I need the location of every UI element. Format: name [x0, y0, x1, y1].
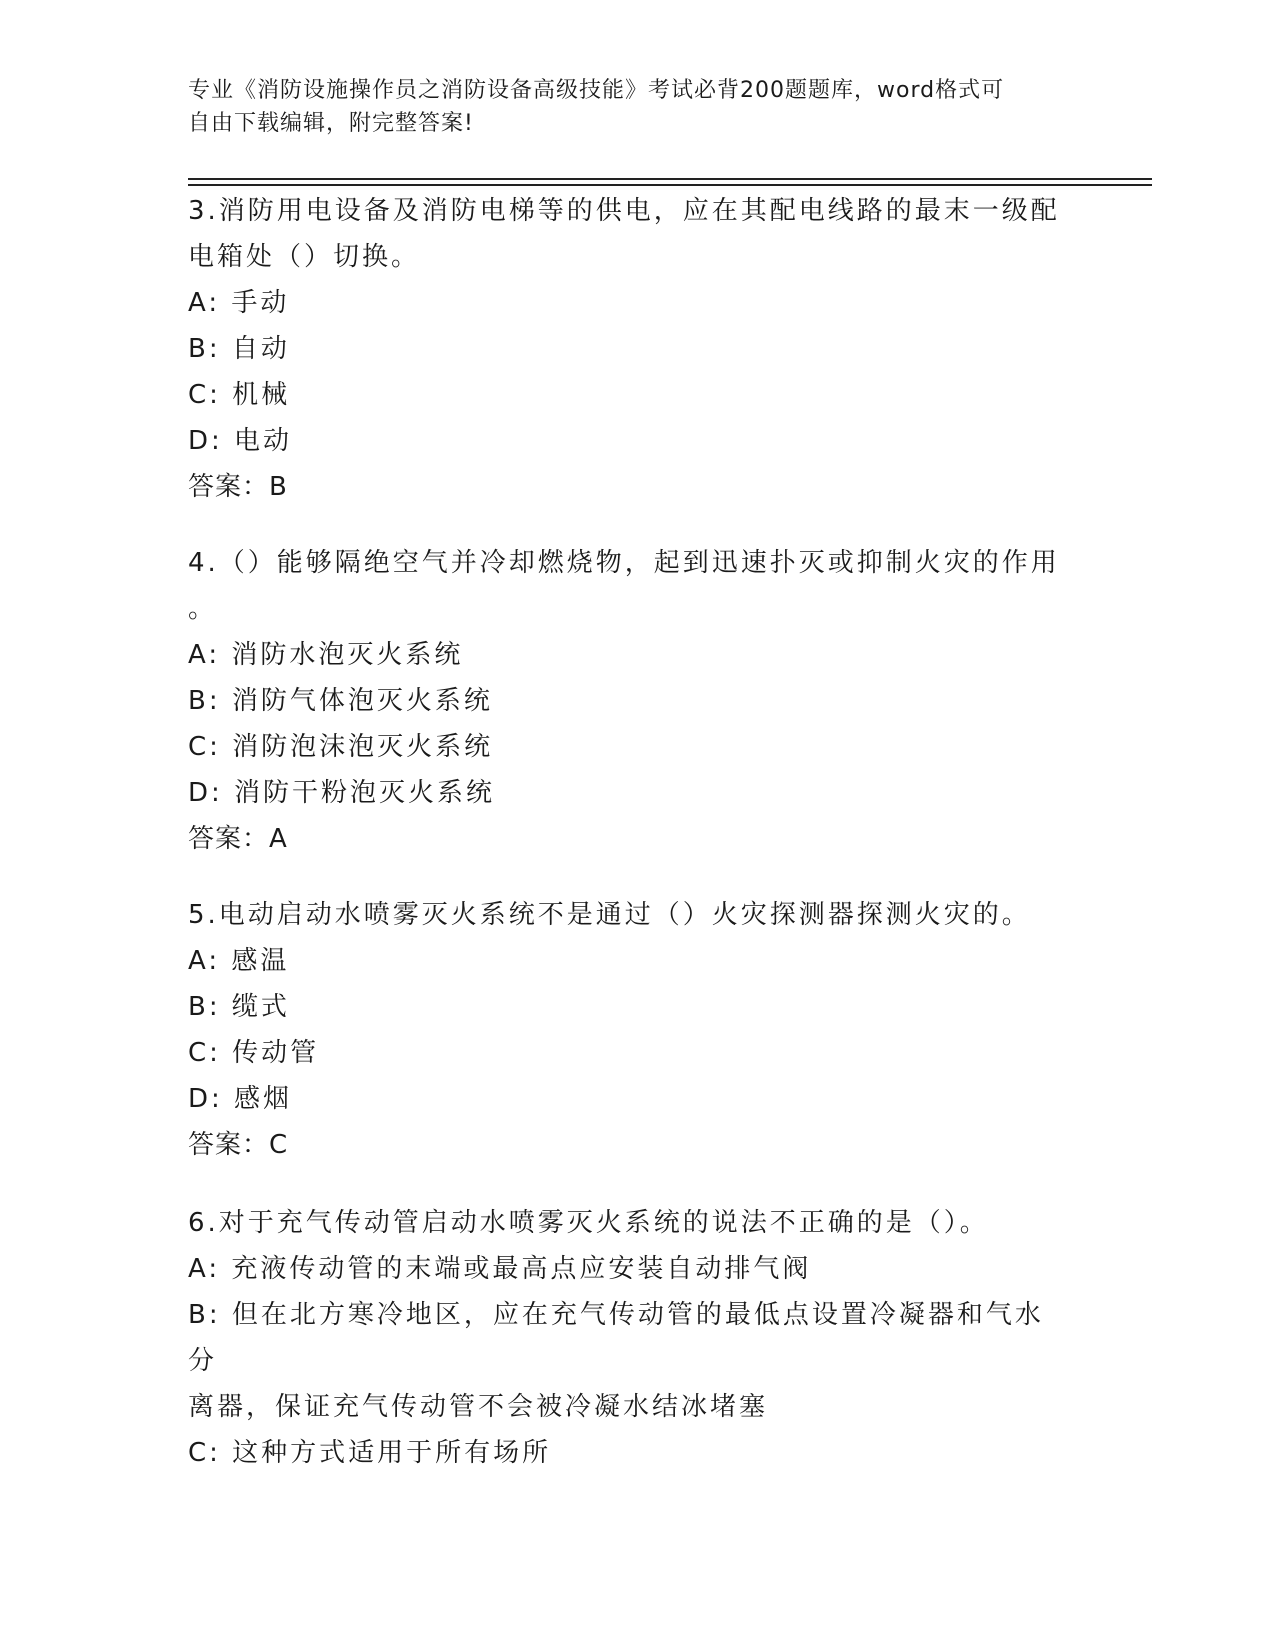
- header-divider-top: [188, 178, 1152, 180]
- option-c: C: 传动管: [188, 1038, 320, 1068]
- answer: 答案：A: [188, 824, 288, 854]
- question-3: [188, 188, 1068, 510]
- option-a: A: 手动: [188, 288, 290, 318]
- option-b: B: 消防气体泡灭火系统: [188, 686, 493, 716]
- option-c: C: 消防泡沫泡灭火系统: [188, 732, 494, 762]
- option-c: C: 这种方式适用于所有场所: [188, 1438, 552, 1468]
- question-4: [188, 540, 1068, 862]
- option-b: B: 自动: [188, 334, 290, 364]
- header-divider-bottom: [188, 184, 1152, 186]
- question-text-line: 。: [188, 594, 218, 624]
- option-d: D: 电动: [188, 426, 293, 456]
- question-text-line: 6.对于充气传动管启动水喷雾灭火系统的说法不正确的是（）。: [188, 1208, 989, 1238]
- question-5: [188, 892, 1068, 1168]
- option-c: C: 机械: [188, 380, 291, 410]
- option-d: D: 感烟: [188, 1084, 293, 1114]
- question-text-line: 5.电动启动水喷雾灭火系统不是通过（）火灾探测器探测火灾的。: [188, 900, 1031, 930]
- question-text-line: 电箱处（）切换。: [188, 242, 421, 272]
- answer: 答案：B: [188, 472, 288, 502]
- option-b: B: 缆式: [188, 992, 290, 1022]
- option-d: D: 消防干粉泡灭火系统: [188, 778, 496, 808]
- question-text-line: 4.（）能够隔绝空气并冷却燃烧物，起到迅速扑灭或抑制火灾的作用: [188, 548, 1060, 578]
- option-a: A: 充液传动管的末端或最高点应安装自动排气阀: [188, 1254, 812, 1284]
- document-header: [188, 74, 1068, 140]
- option-a: A: 感温: [188, 946, 290, 976]
- question-text-line: 3.消防用电设备及消防电梯等的供电，应在其配电线路的最末一级配: [188, 196, 1060, 226]
- option-b: B: 但在北方寒冷地区，应在充气传动管的最低点设置冷凝器和气水分: [188, 1300, 1044, 1376]
- header-line-2: 自由下载编辑，附完整答案!: [188, 111, 474, 136]
- question-6: [188, 1200, 1068, 1476]
- option-b-continued: 离器，保证充气传动管不会被冷凝水结冰堵塞: [188, 1392, 769, 1422]
- answer: 答案：C: [188, 1130, 289, 1160]
- option-a: A: 消防水泡灭火系统: [188, 640, 464, 670]
- header-line-1: 专业《消防设施操作员之消防设备高级技能》考试必背200题题库，word格式可: [188, 78, 1005, 103]
